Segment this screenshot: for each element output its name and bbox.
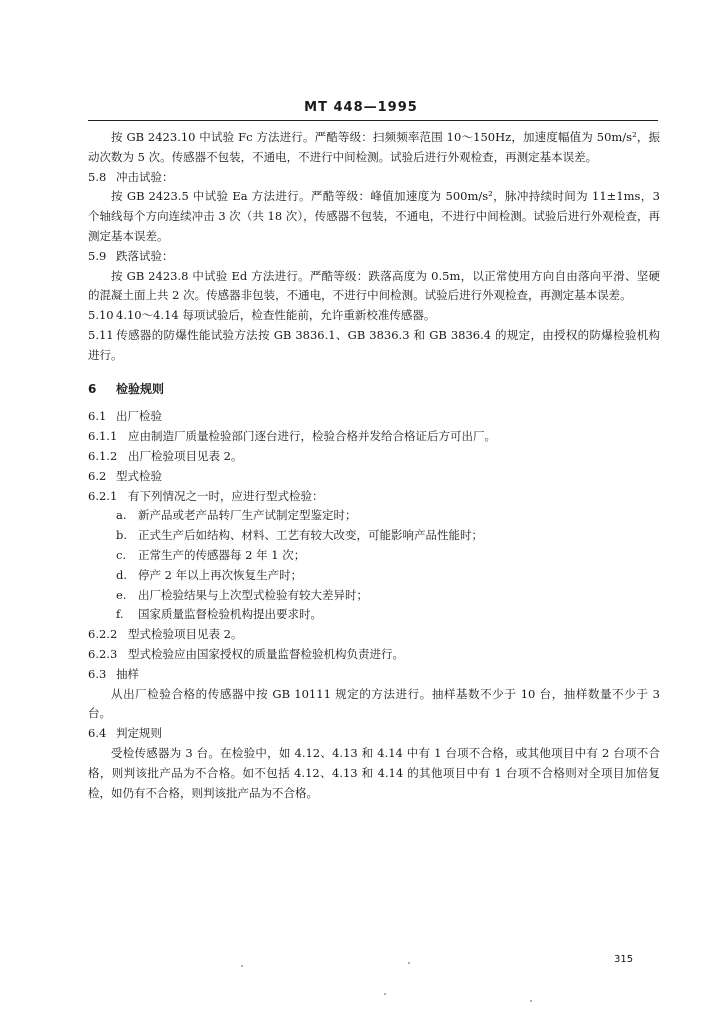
clause-title: 出厂检验 (116, 409, 162, 424)
header-rule (88, 120, 658, 121)
clause-number: 6.1.2 (88, 448, 118, 463)
clause-6-3 (88, 665, 660, 685)
clause-5-8 (88, 168, 660, 188)
list-item (88, 526, 660, 546)
clause-title: 型式检验 (116, 468, 162, 483)
running-header: MT 448—1995 (304, 100, 418, 115)
paragraph-sampling: 从出厂检验合格的传感器中按 GB 10111 规定的方法进行。抽样基数不少于 10 台，抽样数量不少于 3 台。 (88, 686, 660, 721)
conditions-list (88, 506, 660, 625)
clause-number: 6.2.1 (88, 488, 118, 503)
clause-number: 6.4 (88, 726, 107, 741)
clause-title: 判定规则 (116, 726, 162, 741)
list-text: 出厂检验结果与上次型式检验有较大差异时； (138, 587, 368, 602)
section-number: 6 (88, 381, 97, 396)
clause-6-4 (88, 724, 660, 744)
clause-text: 4.10～4.14 每项试验后，检查性能前，允许重新校准传感器。 (116, 308, 436, 323)
clause-number: 6.1.1 (88, 429, 118, 444)
scan-speck (384, 993, 386, 995)
clause-6-2-2 (88, 625, 660, 645)
list-letter: e. (116, 587, 127, 602)
page-body (88, 128, 660, 803)
clause-6-2-1 (88, 487, 660, 507)
clause-text: 出厂检验项目见表 2。 (128, 448, 243, 463)
section-6-heading (88, 380, 660, 400)
clause-5-11 (88, 326, 660, 366)
clause-text: 应由制造厂质量检验部门逐台进行，检验合格并发给合格证后方可出厂。 (128, 429, 496, 444)
list-item (88, 566, 660, 586)
list-letter: a. (116, 508, 127, 523)
clause-6-2 (88, 467, 660, 487)
list-letter: d. (116, 567, 128, 582)
list-text: 正式生产后如结构、材料、工艺有较大改变，可能影响产品性能时； (138, 528, 483, 543)
clause-number: 5.10 (88, 308, 114, 323)
section-title: 检验规则 (116, 381, 165, 396)
list-text: 正常生产的传感器每 2 年 1 次； (138, 547, 306, 562)
clause-6-1 (88, 407, 660, 427)
clause-number: 6.3 (88, 666, 107, 681)
clause-number: 5.9 (88, 248, 107, 263)
clause-text: 型式检验应由国家授权的质量监督检验机构负责进行。 (128, 646, 404, 661)
clause-6-2-3 (88, 645, 660, 665)
list-item (88, 506, 660, 526)
paragraph-vibration: 按 GB 2423.10 中试验 Fc 方法进行。严酷等级：扫频频率范围 10～150Hz，加速度幅值为 50m/s²，振动次数为 5 次。传感器不包装，不通电，不进行中间检测。试验后进行外观检查，再测定基本误差。 (88, 130, 660, 164)
list-item (88, 546, 660, 566)
list-text: 国家质量监督检验机构提出要求时。 (138, 607, 322, 622)
clause-number: 6.2.3 (88, 646, 118, 661)
clause-number: 6.2.2 (88, 627, 118, 642)
clause-text: 传感器的防爆性能试验方法按 GB 3836.1、GB 3836.3 和 GB 3836.4 的规定，由授权的防爆检验机构进行。 (88, 327, 660, 362)
list-item (88, 605, 660, 625)
list-text: 新产品或老产品转厂生产试制定型鉴定时； (138, 508, 357, 523)
clause-title: 冲击试验： (116, 169, 174, 184)
list-letter: f. (116, 607, 124, 622)
clause-title: 抽样 (116, 666, 139, 681)
list-item (88, 586, 660, 606)
paragraph-judgement: 受检传感器为 3 台。在检验中，如 4.12、4.13 和 4.14 中有 1 台项不合格，或其他项目中有 2 台项不合格，则判该批产品为不合格。如不包括 4.12、4.13 和 4.14 的其他项目中有 1 台项不合格则对全项目加倍复检，如仍有不合格，则判该批产品为不合格。 (88, 745, 660, 800)
scan-speck (241, 965, 243, 967)
list-letter: c. (116, 547, 127, 562)
clause-text: 型式检验项目见表 2。 (128, 627, 243, 642)
paragraph-drop: 按 GB 2423.8 中试验 Ed 方法进行。严酷等级：跌落高度为 0.5m，以正常使用方向自由落向平滑、坚硬的混凝土面上共 2 次。传感器非包装，不通电，不进行中间检测。试验后进行外观检查，再测定基本误差。 (88, 268, 660, 303)
clause-6-1-1 (88, 427, 660, 447)
clause-number: 5.11 (88, 327, 114, 342)
list-letter: b. (116, 528, 128, 543)
paragraph-shock: 按 GB 2423.5 中试验 Ea 方法进行。严酷等级：峰值加速度为 500m/s²，脉冲持续时间为 11±1ms，3 个轴线每个方向连续冲击 3 次（共 18 次），传感器不包装，不通电，不进行中间检测。试验后进行外观检查，再测定基本误差。 (88, 189, 660, 243)
clause-5-9 (88, 247, 660, 267)
clause-number: 6.2 (88, 468, 107, 483)
scan-speck (408, 962, 410, 964)
clause-5-10 (88, 306, 660, 326)
clause-text: 有下列情况之一时，应进行型式检验： (128, 488, 324, 503)
page-number: 315 (614, 954, 634, 965)
scan-speck (530, 1000, 532, 1002)
clause-title: 跌落试验： (116, 248, 174, 263)
list-text: 停产 2 年以上再次恢复生产时； (138, 567, 303, 582)
clause-number: 5.8 (88, 169, 107, 184)
clause-6-1-2 (88, 447, 660, 467)
clause-number: 6.1 (88, 409, 107, 424)
